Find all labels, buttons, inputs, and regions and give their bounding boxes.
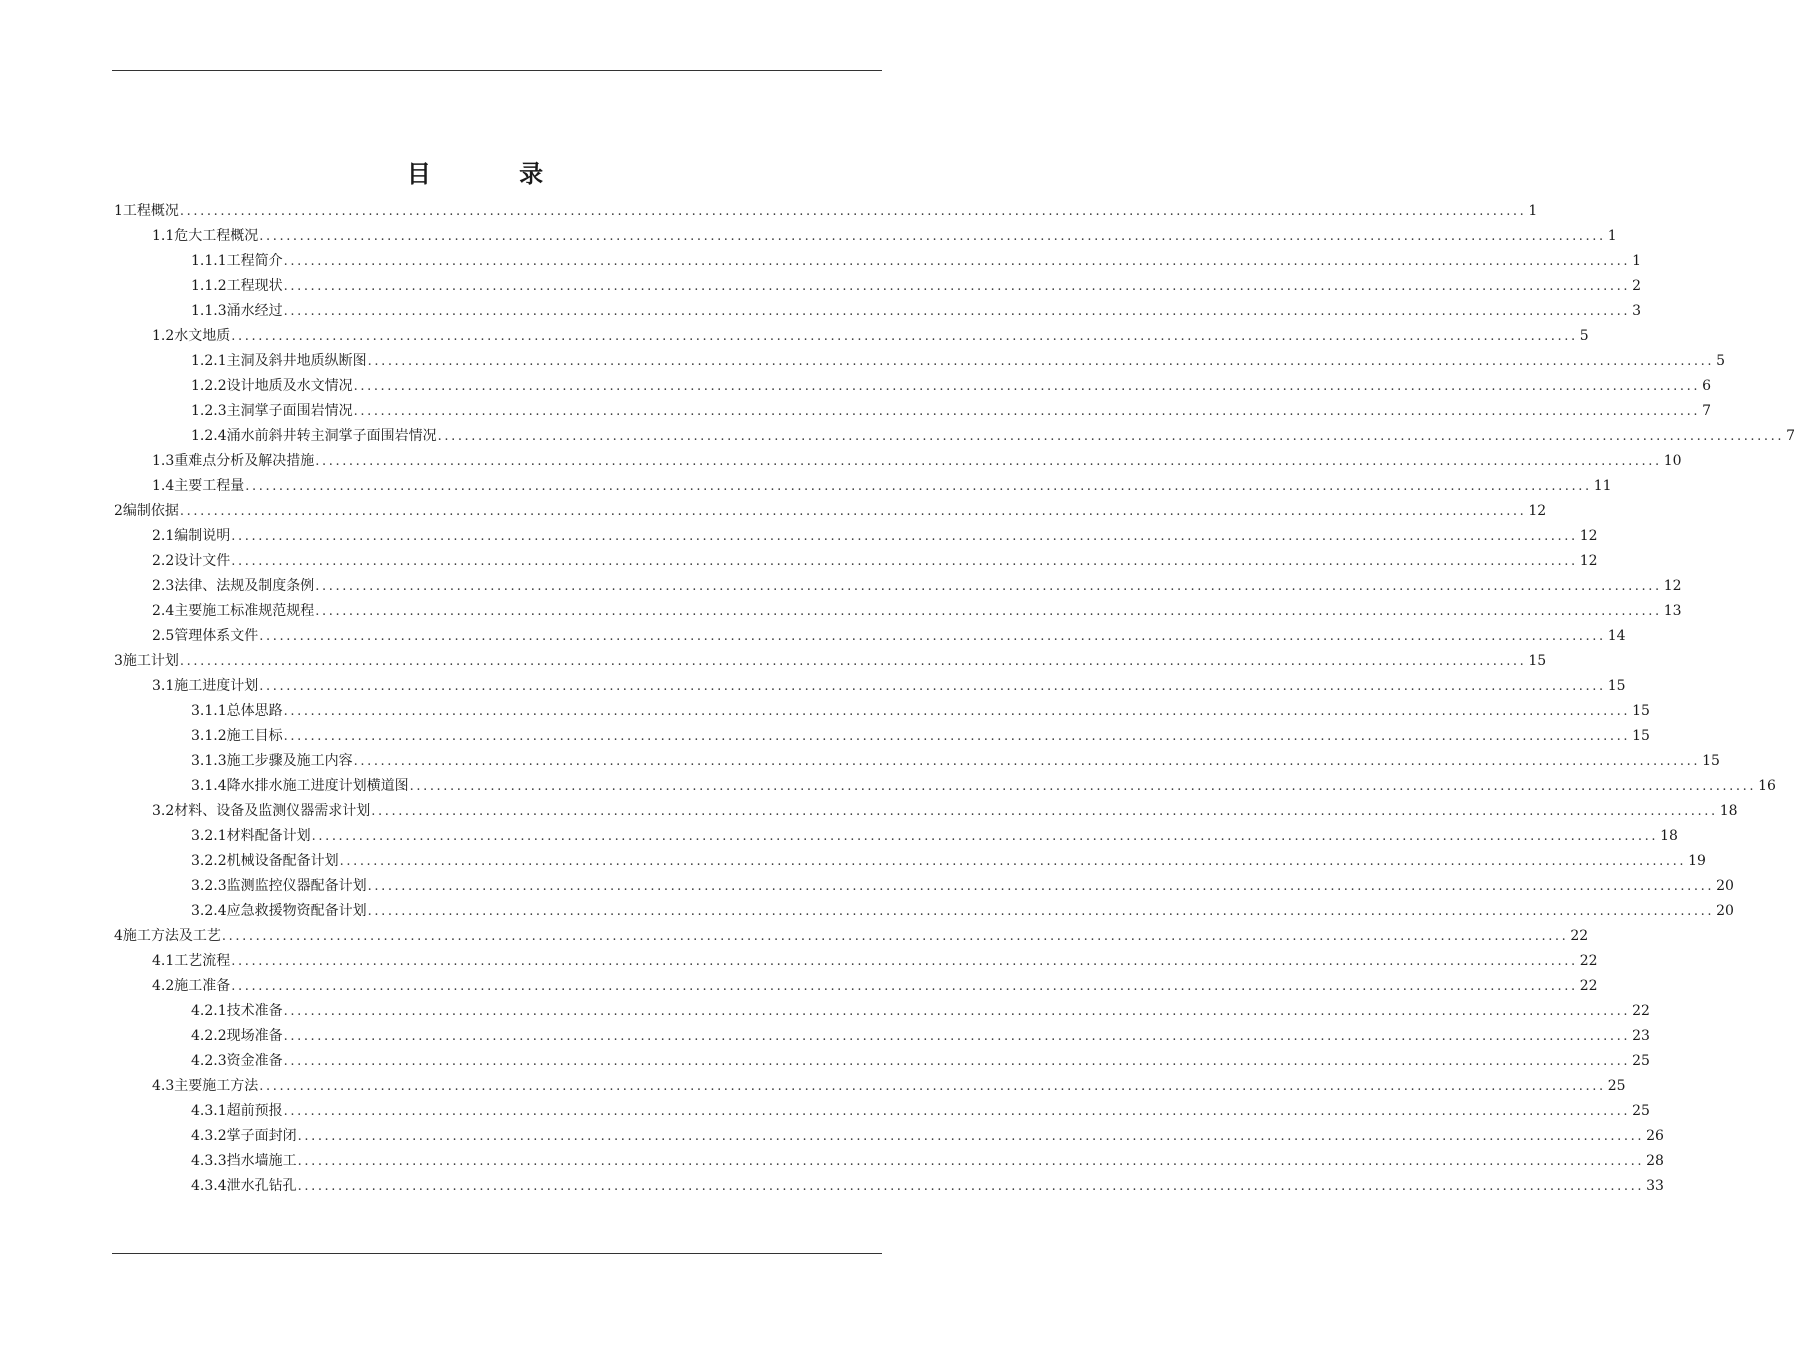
toc-entry[interactable] (112, 474, 1612, 499)
toc-entry-page: 33 (1646, 1178, 1664, 1194)
toc-entry-title: 工程现状 (226, 278, 283, 294)
toc-entry-title: 掌子面封闭 (226, 1128, 297, 1144)
toc-entry-page: 15 (1702, 753, 1720, 769)
toc-entry-number: 4.3.2 (191, 1128, 227, 1144)
toc-entry[interactable] (112, 1124, 1664, 1149)
toc-entry[interactable] (112, 974, 1598, 999)
toc-entry-page: 25 (1632, 1053, 1650, 1069)
toc-entry-title: 施工进度计划 (174, 678, 259, 694)
toc-entry[interactable] (112, 1149, 1664, 1174)
toc-entry-number: 4.2 (152, 978, 175, 994)
toc-entry-number: 1.1.1 (191, 253, 227, 269)
toc-entry-number: 3.1.4 (191, 778, 227, 794)
dot-leader: ........................................................................................................................................................................................................ (437, 429, 1785, 444)
dot-leader: ........................................................................................................................................................................................................ (367, 904, 1715, 919)
toc-entry[interactable] (112, 449, 1682, 474)
toc-entry-page: 22 (1579, 978, 1598, 994)
dot-leader: ........................................................................................................................................................................................................ (179, 504, 1527, 519)
toc-title: 目 录 (406, 160, 584, 188)
toc-entry-number: 2.4 (152, 603, 175, 619)
dot-leader: ........................................................................................................................................................................................................ (353, 754, 1701, 769)
toc-entry-title: 主要施工方法 (174, 1078, 259, 1094)
toc-entry-title: 施工步骤及施工内容 (226, 753, 353, 769)
dot-leader: ........................................................................................................................................................................................................ (283, 279, 1631, 294)
toc-entry-number: 2.3 (152, 578, 175, 594)
toc-entry[interactable] (112, 1074, 1626, 1099)
toc-entry-title: 挡水墙施工 (226, 1153, 297, 1169)
toc-entry-number: 4.3 (152, 1078, 175, 1094)
toc-entry-page: 7 (1786, 428, 1795, 444)
toc-entry-title: 施工目标 (226, 728, 283, 744)
toc-entry[interactable] (112, 924, 1589, 949)
toc-entry-page: 25 (1607, 1078, 1626, 1094)
toc-entry[interactable] (112, 499, 1547, 524)
toc-entry-page: 15 (1607, 678, 1626, 694)
dot-leader: ........................................................................................................................................................................................................ (409, 779, 1757, 794)
toc-entry[interactable] (112, 849, 1706, 874)
dot-leader: ........................................................................................................................................................................................................ (283, 704, 1631, 719)
toc-entry-title: 应急救援物资配备计划 (226, 903, 367, 919)
toc-entry-page: 15 (1632, 728, 1650, 744)
toc-entry-number: 4.3.3 (191, 1153, 227, 1169)
toc-entry-title: 设计文件 (174, 553, 231, 569)
toc-entry-number: 1.2.2 (191, 378, 227, 394)
toc-entry-page: 22 (1579, 953, 1598, 969)
dot-leader: ........................................................................................................................................................................................................ (315, 454, 1662, 469)
toc-entry-number: 4.2.2 (191, 1028, 227, 1044)
dot-leader: ........................................................................................................................................................................................................ (179, 204, 1527, 219)
dot-leader: ........................................................................................................................................................................................................ (311, 829, 1659, 844)
dot-leader: ........................................................................................................................................................................................................ (259, 679, 1606, 694)
dot-leader: ........................................................................................................................................................................................................ (315, 604, 1662, 619)
toc-entry-title: 涌水经过 (226, 303, 283, 319)
toc-entry-number: 2.2 (152, 553, 175, 569)
toc-entry-number: 1.3 (152, 453, 175, 469)
toc-entry-page: 28 (1646, 1153, 1664, 1169)
toc-entry[interactable] (112, 874, 1734, 899)
toc-entry-number: 1.2.4 (191, 428, 227, 444)
toc-entry-page: 3 (1632, 303, 1642, 319)
toc-entry-title: 涌水前斜井转主洞掌子面围岩情况 (226, 428, 437, 444)
toc-entry-title: 水文地质 (174, 328, 231, 344)
toc-entry-page: 6 (1702, 378, 1712, 394)
toc-entry[interactable] (112, 274, 1642, 299)
toc-entry-page: 2 (1632, 278, 1642, 294)
toc-entry-number: 3.2.4 (191, 903, 227, 919)
toc-entry-number: 1 (114, 203, 123, 219)
toc-entry-number: 2 (114, 503, 123, 519)
toc-entry-number: 1.1.3 (191, 303, 227, 319)
toc-entry-number: 4.3.1 (191, 1103, 227, 1119)
toc-entry-page: 12 (1528, 503, 1547, 519)
toc-entry-page: 12 (1579, 528, 1598, 544)
toc-entry[interactable] (112, 949, 1598, 974)
toc-entry-number: 2.5 (152, 628, 175, 644)
toc-entry[interactable] (112, 249, 1642, 274)
dot-leader: ........................................................................................................................................................................................................ (259, 1079, 1606, 1094)
dot-leader: ........................................................................................................................................................................................................ (231, 329, 1578, 344)
header-rule (112, 70, 882, 71)
toc-entry-number: 1.2.1 (191, 353, 227, 369)
toc-entry-title: 工艺流程 (174, 953, 231, 969)
toc-entry-title: 施工计划 (122, 653, 179, 669)
dot-leader: ........................................................................................................................................................................................................ (259, 629, 1606, 644)
toc-entry-title: 主洞及斜井地质纵断图 (226, 353, 367, 369)
dot-leader: ........................................................................................................................................................................................................ (283, 1029, 1631, 1044)
toc-entry-title: 材料、设备及监测仪器需求计划 (174, 803, 371, 819)
toc-entry[interactable] (112, 674, 1626, 699)
toc-entry[interactable] (112, 1099, 1650, 1124)
dot-leader: ........................................................................................................................................................................................................ (231, 554, 1578, 569)
toc-entry-number: 1.2.3 (191, 403, 227, 419)
dot-leader: ........................................................................................................................................................................................................ (283, 304, 1631, 319)
toc-entry[interactable] (112, 649, 1547, 674)
toc-entry-number: 1.1 (152, 228, 175, 244)
toc-entry[interactable] (112, 424, 1795, 449)
toc-entry[interactable] (112, 624, 1626, 649)
toc-entry-title: 施工准备 (174, 978, 231, 994)
dot-leader: ........................................................................................................................................................................................................ (315, 579, 1662, 594)
toc-entry[interactable] (112, 1049, 1650, 1074)
toc-entry-page: 25 (1632, 1103, 1650, 1119)
toc-entry[interactable] (112, 1174, 1664, 1199)
toc-entry[interactable] (112, 349, 1726, 374)
dot-leader: ........................................................................................................................................................................................................ (283, 1104, 1631, 1119)
dot-leader: ........................................................................................................................................................................................................ (231, 979, 1578, 994)
toc-entry[interactable] (112, 749, 1720, 774)
toc-entry-page: 11 (1593, 478, 1612, 494)
toc-entry-title: 超前预报 (226, 1103, 283, 1119)
toc-entry-page: 10 (1663, 453, 1682, 469)
toc-entry-title: 主洞掌子面围岩情况 (226, 403, 353, 419)
toc-entry-page: 20 (1716, 903, 1734, 919)
toc-entry-page: 15 (1528, 653, 1547, 669)
dot-leader: ........................................................................................................................................................................................................ (179, 654, 1527, 669)
toc-entry[interactable] (112, 799, 1738, 824)
toc-entry-number: 1.4 (152, 478, 175, 494)
toc-entry-page: 5 (1579, 328, 1589, 344)
toc-entry-page: 18 (1719, 803, 1738, 819)
toc-entry-number: 3.1 (152, 678, 175, 694)
toc-entry-page: 19 (1688, 853, 1706, 869)
toc-entry-title: 工程简介 (226, 253, 283, 269)
toc-entry-number: 3.2 (152, 803, 175, 819)
footer-rule (112, 1253, 882, 1254)
toc-entry-title: 管理体系文件 (174, 628, 259, 644)
dot-leader: ........................................................................................................................................................................................................ (367, 354, 1715, 369)
toc-entry-title: 主要工程量 (174, 478, 245, 494)
toc-entry-page: 22 (1570, 928, 1589, 944)
toc-entry-number: 2.1 (152, 528, 175, 544)
toc-entry-page: 14 (1607, 628, 1626, 644)
toc-entry[interactable] (112, 399, 1712, 424)
toc-entry-title: 泄水孔钻孔 (226, 1178, 297, 1194)
toc-entry-number: 4.2.3 (191, 1053, 227, 1069)
toc-entry[interactable] (112, 524, 1598, 549)
toc-entry-title: 降水排水施工进度计划横道图 (226, 778, 409, 794)
toc-entry-title: 危大工程概况 (174, 228, 259, 244)
toc-entry-title: 技术准备 (226, 1003, 283, 1019)
dot-leader: ........................................................................................................................................................................................................ (297, 1154, 1645, 1169)
dot-leader: ........................................................................................................................................................................................................ (283, 1004, 1631, 1019)
toc-entry[interactable] (112, 699, 1650, 724)
dot-leader: ........................................................................................................................................................................................................ (353, 379, 1701, 394)
dot-leader: ........................................................................................................................................................................................................ (371, 804, 1718, 819)
toc-entry[interactable] (112, 774, 1776, 799)
dot-leader: ........................................................................................................................................................................................................ (297, 1179, 1645, 1194)
toc-entry[interactable] (112, 324, 1589, 349)
toc-entry[interactable] (112, 574, 1682, 599)
toc-entry-page: 15 (1632, 703, 1650, 719)
dot-leader: ........................................................................................................................................................................................................ (259, 229, 1606, 244)
toc-entry-title: 现场准备 (226, 1028, 283, 1044)
dot-leader: ........................................................................................................................................................................................................ (231, 529, 1578, 544)
toc-entry-title: 监测监控仪器配备计划 (226, 878, 367, 894)
toc-entry-title: 编制依据 (122, 503, 179, 519)
toc-entry-number: 4.1 (152, 953, 175, 969)
toc-entry-title: 法律、法规及制度条例 (174, 578, 315, 594)
toc-entry-number: 3.1.3 (191, 753, 227, 769)
toc-entry[interactable] (112, 999, 1650, 1024)
toc-entry-number: 3.1.2 (191, 728, 227, 744)
toc-entry-title: 重难点分析及解决措施 (174, 453, 315, 469)
toc-entry-title: 资金准备 (226, 1053, 283, 1069)
toc-entry-title: 总体思路 (226, 703, 283, 719)
toc-entry-title: 工程概况 (122, 203, 179, 219)
toc-entry-title: 主要施工标准规范规程 (174, 603, 315, 619)
toc-entry-page: 26 (1646, 1128, 1664, 1144)
toc-entry-number: 4.3.4 (191, 1178, 227, 1194)
toc-entry-number: 4.2.1 (191, 1003, 227, 1019)
dot-leader: ........................................................................................................................................................................................................ (297, 1129, 1645, 1144)
toc-entry-title: 机械设备配备计划 (226, 853, 339, 869)
dot-leader: ........................................................................................................................................................................................................ (283, 729, 1631, 744)
toc-entry[interactable] (112, 299, 1642, 324)
dot-leader: ........................................................................................................................................................................................................ (231, 954, 1578, 969)
toc-entry-page: 20 (1716, 878, 1734, 894)
toc-entry-number: 3.2.3 (191, 878, 227, 894)
toc-entry-page: 16 (1758, 778, 1776, 794)
toc-entry-page: 13 (1663, 603, 1682, 619)
toc-entry[interactable] (112, 899, 1734, 924)
toc-entry[interactable] (112, 224, 1617, 249)
toc-entry-page: 23 (1632, 1028, 1650, 1044)
toc-list (112, 199, 1795, 1199)
dot-leader: ........................................................................................................................................................................................................ (245, 479, 1592, 494)
toc-entry[interactable] (112, 724, 1650, 749)
toc-entry-page: 5 (1716, 353, 1726, 369)
toc-entry-number: 3.2.1 (191, 828, 227, 844)
toc-entry-number: 3.2.2 (191, 853, 227, 869)
toc-entry[interactable] (112, 549, 1598, 574)
toc-entry-number: 1.2 (152, 328, 175, 344)
dot-leader: ........................................................................................................................................................................................................ (283, 254, 1631, 269)
dot-leader: ........................................................................................................................................................................................................ (353, 404, 1701, 419)
toc-entry[interactable] (112, 824, 1678, 849)
toc-entry-page: 1 (1528, 203, 1538, 219)
toc-entry-title: 材料配备计划 (226, 828, 311, 844)
toc-entry-page: 12 (1663, 578, 1682, 594)
toc-entry-title: 设计地质及水文情况 (226, 378, 353, 394)
toc-entry-page: 1 (1607, 228, 1617, 244)
toc-entry[interactable] (112, 374, 1712, 399)
toc-entry[interactable] (112, 599, 1682, 624)
dot-leader: ........................................................................................................................................................................................................ (367, 879, 1715, 894)
toc-entry-number: 1.1.2 (191, 278, 227, 294)
toc-entry-page: 7 (1702, 403, 1712, 419)
toc-entry-title: 施工方法及工艺 (122, 928, 221, 944)
toc-entry-number: 3.1.1 (191, 703, 227, 719)
dot-leader: ........................................................................................................................................................................................................ (283, 1054, 1631, 1069)
dot-leader: ........................................................................................................................................................................................................ (221, 929, 1569, 944)
toc-entry-title: 编制说明 (174, 528, 231, 544)
toc-entry-page: 22 (1632, 1003, 1650, 1019)
toc-entry-number: 3 (114, 653, 123, 669)
toc-entry-page: 1 (1632, 253, 1642, 269)
dot-leader: ........................................................................................................................................................................................................ (339, 854, 1687, 869)
toc-entry-page: 12 (1579, 553, 1598, 569)
toc-entry[interactable] (112, 199, 1538, 224)
toc-entry-number: 4 (114, 928, 123, 944)
toc-entry-page: 18 (1660, 828, 1678, 844)
toc-entry[interactable] (112, 1024, 1650, 1049)
